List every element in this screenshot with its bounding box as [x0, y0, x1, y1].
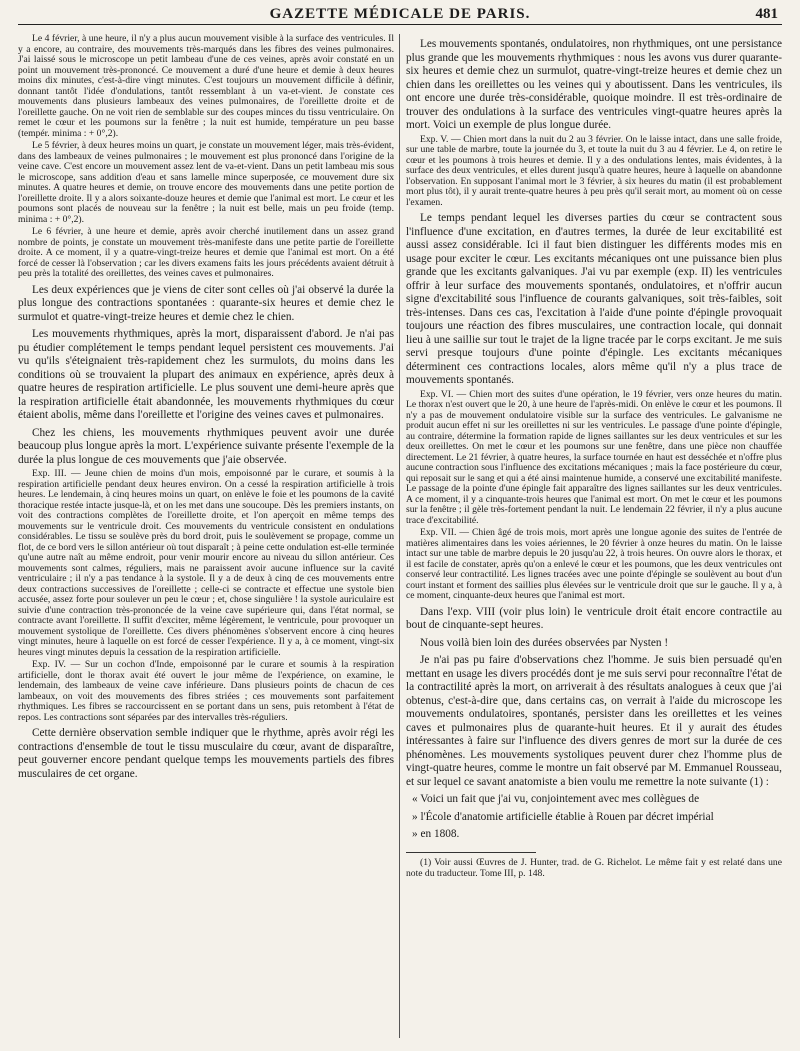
paragraph: Les deux expériences que je viens de citer sont celles où j'ai observé la durée la plus longue des contractions spontanées : quarante-six heures et demie chez le surmulot et quatre-vingt-treize heures et demie chez le chien.: [18, 283, 394, 323]
paragraph: Le 5 février, à deux heures moins un quart, je constate un mouvement léger, mais très-évident, dans des lambeaux de veines pulmonaires ; le mouvement est plus prononcé dans l'origine de la veine cave. C'est encore un mouvement assez lent de va-et-vient. Dans un petit lambeau mis sous le microscope, sans addition d'eau et sans lamelle mince superposée, ce mouvement dure six minutes. A quatre heures et demie, on trouve encore des mouvements dans une petite portion de l'oreillette droite. Il y a alors soixante-douze heures et demie que l'animal est mort. Le cœur et les poumons sont placés de nouveau sur la fenêtre ; la nuit est belle, mais un peu froide (temp. minima : + 0°,2).: [18, 140, 394, 225]
experiment-paragraph: Exp. VI. — Chien mort des suites d'une opération, le 19 février, vers onze heures du matin. Le thorax n'est ouvert que le 20, à une heure de l'après-midi. On enlève le cœur et les poumons. Il n'y a pas de mouvement ondulatoire visible sur la surface des ventricules. Le galvanisme ne produit aucun effet ni sur les oreillettes ni sur les ventricules. Le passage d'une pointe d'épingle, au contraire, détermine la formation rapide de lignes saillantes sur les deux ventricules et sur les deux oreillettes. On met le cœur et les poumons sur une fenêtre, dans une pièce non chauffée directement. Le 21 février, à quatre heures, la surface tournée en haut est desséchée et n'offre plus aucune contraction sous l'influence des excitations mécaniques ; mais la face postérieure du cœur, qui reposait sur le sang et qui a été ainsi maintenue humide, a conservé une excitabilité manifeste. Le passage de la pointe d'une épingle fait apparaître des lignes saillantes sur les deux ventricules. A ce moment, il y a cinquante-trois heures que l'animal est mort. On met le cœur et les poumons sur la fenêtre ; il gèle très-fortement pendant la nuit. Le lendemain 22 février, il n'y a plus aucune trace d'excitabilité.: [406, 388, 782, 526]
left-column: [18, 34, 394, 1044]
footnote: (1) Voir aussi Œuvres de J. Hunter, trad. de G. Richelot. Le même fait y est relaté dans une note du traducteur. Tome III, p. 148.: [406, 856, 782, 879]
paragraph: Les mouvements rhythmiques, après la mort, disparaissent d'abord. Je n'ai pas pu étudier complétement le temps pendant lequel persistent ces mouvements. J'ai vu qu'ils s'éteignaient très-rapidement chez les surmulots, du moins dans les conditions où se trouvaient la plupart des animaux en expérience, après deux à quatre heures de respiration artificielle. Le plus souvent une demi-heure après que la respiration artificielle était abandonnée, les mouvements rhythmiques du cœur étaient abolis, même dans l'oreillette et l'origine des veines caves et pulmonaires.: [18, 328, 394, 421]
quote-line: « Voici un fait que j'ai vu, conjointement avec mes collègues de: [412, 793, 700, 805]
paragraph: Cette dernière observation semble indiquer que le rhythme, après avoir régi les contractions d'ensemble de tout le tissu musculaire du cœur, avant de disparaître, peut gouverner encore pendant quelque temps les mouvements partiels des fibres musculaires de cet organe.: [18, 727, 394, 780]
experiment-paragraph: Exp. IV. — Sur un cochon d'Inde, empoisonné par le curare et soumis à la respiration artificielle, dont le thorax avait été ouvert le jour même de l'expérience, on examine, le lendemain, des lambeaux de veine cave inférieure. Dans plusieurs points de chacun de ces lambeaux, on voit des mouvements des fibres striées ; ces mouvements sont parfaitement rhythmiques. Les fibres se raccourcissent en se portant dans un sens, puis retombent à l'état de repos. Les contractions sont séparées par des intervalles très-réguliers.: [18, 659, 394, 723]
experiment-paragraph: Exp. VII. — Chien âgé de trois mois, mort après une longue agonie des suites de l'entrée de matières alimentaires dans les voies aériennes, le 20 février à onze heures du matin. On le laisse intact sur une table de marbre depuis le 20 jusqu'au 22, à trois heures. On ouvre alors le thorax, et il est facile de constater, après qu'on a enlevé le cœur et les poumons, que les deux ventricules ont conservé leur contractilité. Les lignes tracées avec une pointe d'épingle se soulèvent au bout d'un court instant et forment des saillies plus élevées sur le ventricule droit que sur le gauche. Il y a, à ce moment, cinquante-deux heures que l'animal est mort.: [406, 527, 782, 601]
quote-line: » en 1808.: [412, 828, 460, 840]
paragraph: Dans l'exp. VIII (voir plus loin) le ventricule droit était encore contractile au bout de cinquante-sept heures.: [406, 605, 782, 631]
paragraph: Je n'ai pas pu faire d'observations chez l'homme. Je suis bien persuadé qu'en mettant en usage les divers procédés dont je me suis servi pour reconnaître l'état de la contractilité après la mort, on arriverait à des résultats analogues à ceux que j'ai obtenus, c'est-à-dire que, dans certains cas, on verrait à l'aide du microscope les mouvements ondulatoires, spontanés, persister dans les oreillettes et les veines caves et pulmonaires plus de quarante-huit heures. Et il y aurait des études intéressantes à faire sur l'influence des divers genres de mort sur la durée de ces phénomènes. Les mouvements systoliques peuvent durer chez l'homme plus de vingt-quatre heures, comme le montre un fait observé par M. Emmanuel Rousseau, et sur lequel ce savant anatomiste a bien voulu me remettre la note suivante (1) :: [406, 654, 782, 788]
quote-line: » l'École d'anatomie artificielle établie à Rouen par décret impérial: [412, 810, 714, 823]
page-header: [18, 6, 782, 25]
experiment-paragraph: Exp. III. — Jeune chien de moins d'un mois, empoisonné par le curare, et soumis à la respiration artificielle pendant deux heures environ. On a cessé la respiration artificielle à trois heures. Le lendemain, à cinq heures moins un quart, on enlève le foie et les poumons de la cavité thoracique restée intacte jusque-là, et on les met dans une soucoupe. Dès les premiers instants, on voit des contractions complètes de l'oreillette droite, et l'on aperçoit en même temps des mouvements sur le ventricule droit. Ces mouvements du ventricule consistent en ondulations considérables. Le tissu se soulève près du bord droit, puis le soulèvement se propage, comme un flot, de ce bord vers le sillon antérieur où tout disparaît ; à peine cette ondulation est-elle terminée qu'une autre naît au même endroit, pour venir mourir encore au niveau du sillon antérieur. Ces mouvements sont calmes, réguliers, mais ne paraissent avoir aucune influence sur la cavité ventriculaire ; il n'y a pas tendance à la systole. Il y a de deux à cinq de ces mouvements entre deux contractions successives de l'oreillette ; celle-ci se contracte et effectue une systole bien accusée, assez forte pour soulever un peu le cœur ; et, chose singulière ! la systole auriculaire est suivie d'une contraction très-prononcée de la veine cave supérieure qui, dans l'état normal, se contracte avant l'oreillette. Il suffit d'exciter, même légèrement, le ventricule, pour provoquer un mouvement systolique de l'oreillette. Ces divers phénomènes s'observent encore à cinq heures vingt minutes, heure à laquelle on est forcé de cesser l'expérience. Il y a, à ce moment, vingt-six heures vingt minutes depuis la cessation de la respiration artificielle.: [18, 468, 394, 658]
journal-title: GAZETTE MÉDICALE DE PARIS.: [269, 6, 531, 22]
paragraph: Le 6 février, à une heure et demie, après avoir cherché inutilement dans un assez grand nombre de points, je constate un mouvement très-manifeste dans une petite partie de l'oreillette droite. A ce moment, il y a quatre-vingt-treize heures et demie que l'animal est mort. On a été forcé de cesser là l'observation ; car les divers examens faits les jours précédents avaient détruit à peu près la totalité des oreillettes, des veines caves et pulmonaires.: [18, 226, 394, 279]
right-column: [406, 34, 782, 1044]
paragraph: Le temps pendant lequel les diverses parties du cœur se contractent sous l'influence d'une excitation, en d'autres termes, la durée de leur excitabilité est aussi assez considérable. Ici il faut bien distinguer les différents modes mis en usage pour exciter le cœur. Les excitants mécaniques ont une puissance bien plus grande que les excitants galvaniques. J'ai vu par exemple (exp. II) les ventricules offrir à leur surface des mouvements spontanés, ondulatoires, et n'offrir aucun signe d'excitabilité sous l'influence de courants galvaniques, soit très-faibles, soit très-intenses. Dans ces cas, l'excitation à l'aide d'une pointe d'épingle provoquait toujours une réaction des fibres musculaires, une contraction locale, qui donnait lieu à une saillie sur tout le trajet de la ligne tracée par le corps excitant. Je me suis servi presque toujours d'une pointe d'épingle. Les excitants mécaniques déterminent ces contractions locales, alors même qu'il n'y a plus trace de mouvements spontanés.: [406, 212, 782, 386]
paragraph: Chez les chiens, les mouvements rhythmiques peuvent avoir une durée beaucoup plus longue après la mort. L'expérience suivante présente l'exemple de la durée la plus longue de ces mouvements que j'aie observée.: [18, 426, 394, 466]
paragraph: Les mouvements spontanés, ondulatoires, non rhythmiques, ont une persistance plus grande que les mouvements rhythmiques : nous les avons vus durer quarante-six heures et demie chez un surmulot, quatre-vingt-treize heures et demie chez un chien dans les oreillettes ou les veines qui y aboutissent. Dans les ventricules, ils ont encore une durée très-considérable, quoique moindre. Il est très-ordinaire de trouver des ondulations à la surface des ventricules vingt-quatre heures après la mort. Voici un exemple de plus longue durée.: [406, 38, 782, 131]
experiment-paragraph: Exp. V. — Chien mort dans la nuit du 2 au 3 février. On le laisse intact, dans une salle froide, sur une table de marbre, toute la journée du 3, et toute la nuit du 3 au 4 février. Le 4, on retire le cœur et les poumons à trois heures et demie. Il y a des ondulations lentes, mais évidentes, à la surface des deux ventricules, et elles durent jusqu'à quatre heures, heure à laquelle on abandonne l'observation. En supposant l'animal mort le 3 février, à six heures du matin (il est probablement mort plus tôt), il y aurait trente-quatre heures à peu près qu'il serait mort, au moment où on cesse l'examen.: [406, 133, 782, 208]
footnote-rule: [406, 852, 536, 853]
paragraph: Nous voilà bien loin des durées observées par Nysten !: [420, 636, 669, 649]
column-divider: [399, 34, 400, 1038]
page-number: 481: [755, 6, 778, 22]
paragraph: Le 4 février, à une heure, il n'y a plus aucun mouvement visible à la surface des ventricules. Il y a encore, au contraire, des mouvements très-marqués dans les fibres des veines pulmonaires. J'ai laissé sous le microscope un petit lambeau d'une de ces veines, après avoir constaté en un point un mouvement très-prononcé. Ce mouvement a duré d'une heure et demie à deux heures moins dix minutes, c'est-à-dire vingt minutes. C'est toujours un mouvement difficile à définir, donnant tantôt l'idée d'ondulations, tantôt ressemblant à un va-et-vient. Je constate ces mouvements dans plusieurs lambeaux des veines pulmonaires, de l'oreillette droite et de l'oreillette gauche. On ne voit rien de semblable sur des coupes minces du tissu ventriculaire. On remet le cœur et les poumons sur la fenêtre ; la nuit est humide, température un peu basse (tempér. minima : + 0°,2).: [18, 34, 394, 139]
